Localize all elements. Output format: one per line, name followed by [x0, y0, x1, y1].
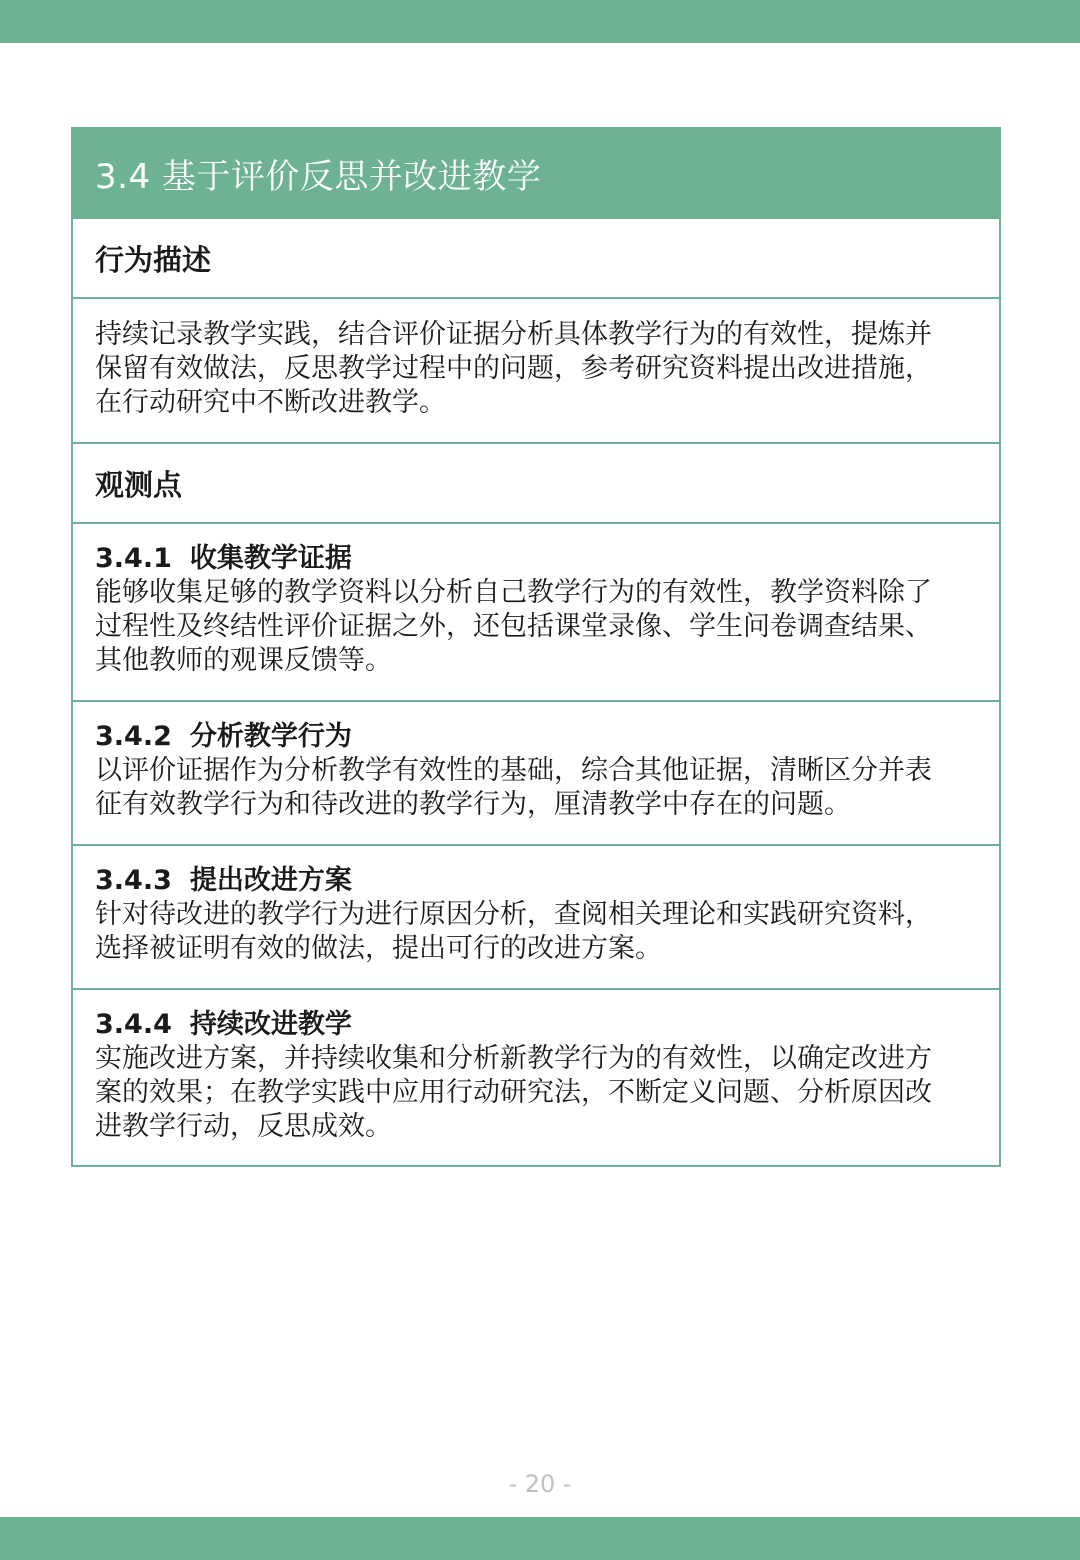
item-title: 持续改进教学 — [189, 1009, 352, 1040]
content-table — [71, 127, 1001, 1167]
bottom-color-band — [0, 1517, 1080, 1560]
text-line: 案的效果；在教学实践中应用行动研究法，不断定义问题、分析原因改 — [95, 1077, 932, 1108]
page-number: - 20 - — [508, 1470, 572, 1498]
text-line: 能够收集足够的教学资料以分析自己教学行为的有效性，教学资料除了 — [95, 577, 932, 608]
item-number: 3.4.4 — [95, 1009, 172, 1040]
observation-heading-row — [73, 442, 999, 522]
observation-item-3-4-2 — [73, 700, 999, 844]
top-color-band — [0, 0, 1080, 43]
item-heading — [95, 542, 977, 576]
observation-item-3-4-4 — [73, 988, 999, 1165]
text-line: 保留有效做法，反思教学过程中的问题，参考研究资料提出改进措施， — [95, 353, 932, 384]
item-heading — [95, 720, 977, 754]
behavior-heading: 行为描述 — [95, 242, 212, 277]
observation-heading: 观测点 — [95, 467, 183, 502]
item-title: 分析教学行为 — [189, 721, 352, 752]
item-number: 3.4.2 — [95, 721, 172, 752]
text-line: 选择被证明有效的做法，提出可行的改进方案。 — [95, 933, 662, 964]
text-line: 在行动研究中不断改进教学。 — [95, 387, 446, 418]
observation-item-3-4-3 — [73, 844, 999, 988]
text-line: 以评价证据作为分析教学有效性的基础，综合其他证据，清晰区分并表 — [95, 755, 932, 786]
item-heading — [95, 1008, 977, 1042]
text-line: 征有效教学行为和待改进的教学行为，厘清教学中存在的问题。 — [95, 789, 851, 820]
text-line: 进教学行动，反思成效。 — [95, 1111, 392, 1142]
item-title: 收集教学证据 — [189, 543, 352, 574]
text-line: 实施改进方案，并持续收集和分析新教学行为的有效性，以确定改进方 — [95, 1043, 932, 1074]
text-line: 过程性及终结性评价证据之外，还包括课堂录像、学生问卷调查结果、 — [95, 611, 932, 642]
text-line: 持续记录教学实践，结合评价证据分析具体教学行为的有效性，提炼并 — [95, 319, 932, 350]
item-heading — [95, 864, 977, 898]
observation-item-3-4-1 — [73, 522, 999, 700]
item-title: 提出改进方案 — [189, 865, 352, 896]
section-title: 3.4 基于评价反思并改进教学 — [95, 156, 542, 197]
behavior-heading-row — [73, 217, 999, 297]
item-number: 3.4.1 — [95, 543, 172, 574]
text-line: 针对待改进的教学行为进行原因分析，查阅相关理论和实践研究资料， — [95, 899, 932, 930]
item-number: 3.4.3 — [95, 865, 172, 896]
section-title-row — [73, 129, 999, 217]
behavior-description — [73, 297, 999, 442]
text-line: 其他教师的观课反馈等。 — [95, 645, 392, 676]
